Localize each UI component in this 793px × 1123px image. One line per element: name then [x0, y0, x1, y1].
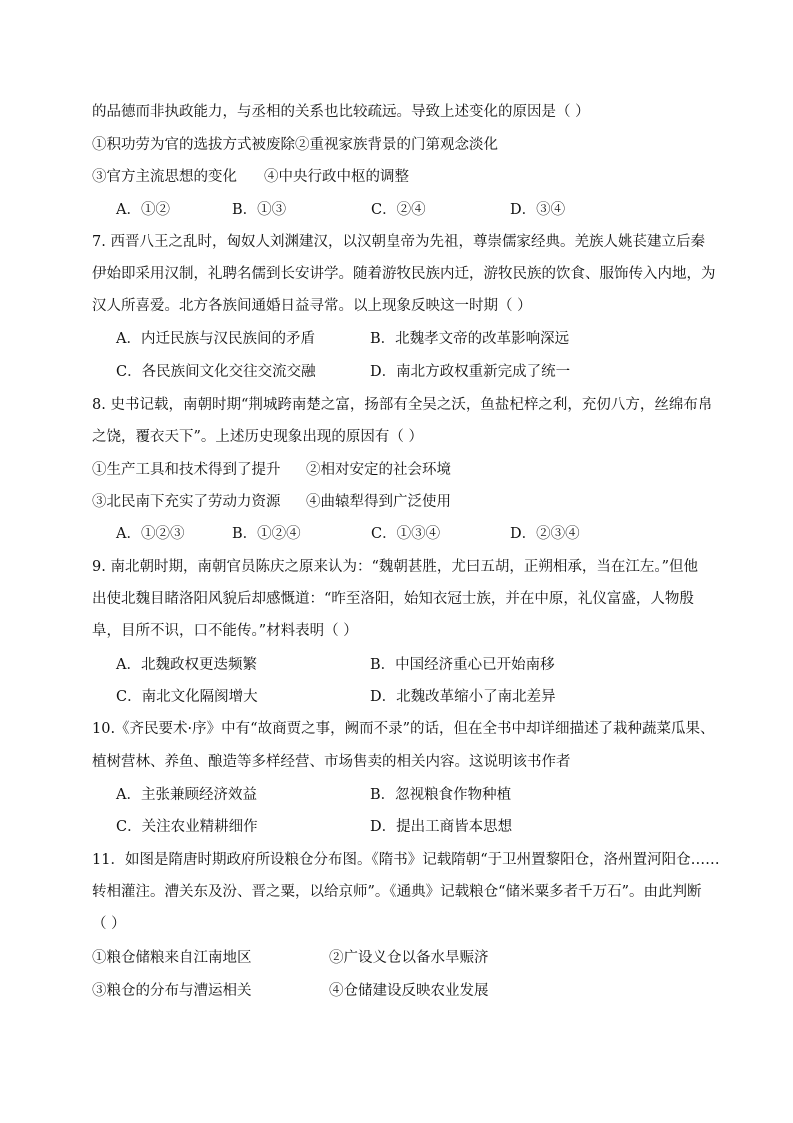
q10-option-d[interactable]: D．提出工商皆本思想	[370, 819, 513, 835]
q8-stem-line-1: 8. 史书记载，南朝时期“荆城跨南楚之富，扬部有全吴之沃，鱼盐杞梓之利，充仞八方，丝绵布帛	[92, 397, 713, 413]
q7-option-d[interactable]: D．南北方政权重新完成了统一	[370, 364, 571, 380]
q9-option-d[interactable]: D．北魏改革缩小了南北差异	[370, 689, 556, 705]
q7-option-b[interactable]: B．北魏孝文帝的改革影响深远	[370, 331, 570, 347]
q6-statement-3: ③官方主流思想的变化	[92, 169, 237, 185]
q6-statements-1-2: ①积功劳为官的选拔方式被废除②重视家族背景的门第观念淡化	[92, 137, 498, 153]
q10-stem-line-1: 10.《齐民要术·序》中有“故商贾之事，阙而不录”的话，但在全书中却详细描述了栽种蔬菜瓜果、	[92, 721, 715, 737]
q6-option-d[interactable]: D．③④	[510, 202, 566, 218]
q10-stem-line-2: 植树营林、养鱼、酿造等多样经营、市场售卖的相关内容。这说明该书作者	[92, 754, 571, 770]
q11-statement-3: ③粮仓的分布与漕运相关	[92, 983, 252, 999]
q10-option-b[interactable]: B．忽视粮食作物种植	[370, 787, 512, 803]
q9-option-b[interactable]: B．中国经济重心已开始南移	[370, 657, 555, 673]
q8-option-a[interactable]: A．①②③	[116, 526, 185, 542]
q10-option-a[interactable]: A．主张兼顾经济效益	[116, 787, 257, 803]
q11-statement-2: ②广设义仓以备水旱赈济	[329, 950, 489, 966]
q9-stem-line-3: 阜，目所不识，口不能传。”材料表明（ ）	[92, 623, 358, 639]
q8-statement-2: ②相对安定的社会环境	[306, 462, 451, 478]
q11-stem-line-3: （ ）	[92, 916, 126, 932]
q6-statement-4: ④中央行政中枢的调整	[264, 169, 409, 185]
q7-option-c[interactable]: C．各民族间文化交往交流交融	[116, 364, 316, 380]
q7-stem-line-1: 7. 西晋八王之乱时，匈奴人刘渊建汉，以汉朝皇帝为先祖，尊崇儒家经典。羌族人姚苌建立后秦	[92, 234, 705, 250]
q6-option-a[interactable]: A．①②	[116, 202, 170, 218]
q7-stem-line-2: 伊始即采用汉制，礼聘名儒到长安讲学。随着游牧民族内迁，游牧民族的饮食、服饰传入内地，为	[92, 266, 716, 282]
q6-stem-tail: 的品德而非执政能力，与丞相的关系也比较疏远。导致上述变化的原因是（ ）	[92, 104, 590, 120]
q11-stem-line-1: 11．如图是隋唐时期政府所设粮仓分布图。《隋书》记载隋朝“于卫州置黎阳仓，洛州置河阳仓……	[92, 852, 720, 868]
q9-stem-line-1: 9. 南北朝时期，南朝官员陈庆之原来认为：“魏朝甚胜，尤曰五胡，正朔相承，当在江左。”但他	[92, 559, 699, 575]
q8-statement-1: ①生产工具和技术得到了提升	[92, 462, 281, 478]
q8-option-d[interactable]: D．②③④	[510, 526, 580, 542]
q6-option-b[interactable]: B．①③	[232, 202, 287, 218]
q7-option-a[interactable]: A．内迁民族与汉民族间的矛盾	[116, 331, 315, 347]
q7-stem-line-3: 汉人所喜爱。北方各族间通婚日益寻常。以上现象反映这一时期（ ）	[92, 298, 532, 314]
q9-option-c[interactable]: C．南北文化隔阂增大	[116, 689, 258, 705]
q9-stem-line-2: 出使北魏目睹洛阳风貌后却感慨道：“昨至洛阳，始知衣冠士族，并在中原，礼仪富盛，人物殷	[92, 591, 694, 607]
q11-stem-line-2: 转相灌注。漕关东及汾、晋之粟，以给京师”。《通典》记载粮仓“储米粟多者千万石”。由此判断	[92, 884, 702, 900]
q8-statement-4: ④曲辕犁得到广泛使用	[306, 494, 451, 510]
q8-option-c[interactable]: C．①③④	[371, 526, 441, 542]
q11-statement-1: ①粮仓储粮来自江南地区	[92, 950, 252, 966]
q11-statement-4: ④仓储建设反映农业发展	[329, 983, 489, 999]
q10-option-c[interactable]: C．关注农业精耕细作	[116, 819, 258, 835]
q9-option-a[interactable]: A．北魏政权更迭频繁	[116, 657, 257, 673]
q8-option-b[interactable]: B．①②④	[232, 526, 301, 542]
q8-statement-3: ③北民南下充实了劳动力资源	[92, 494, 281, 510]
q8-stem-line-2: 之饶，覆衣天下”。上述历史现象出现的原因有（ ）	[92, 429, 424, 445]
q6-option-c[interactable]: C．②④	[371, 202, 426, 218]
